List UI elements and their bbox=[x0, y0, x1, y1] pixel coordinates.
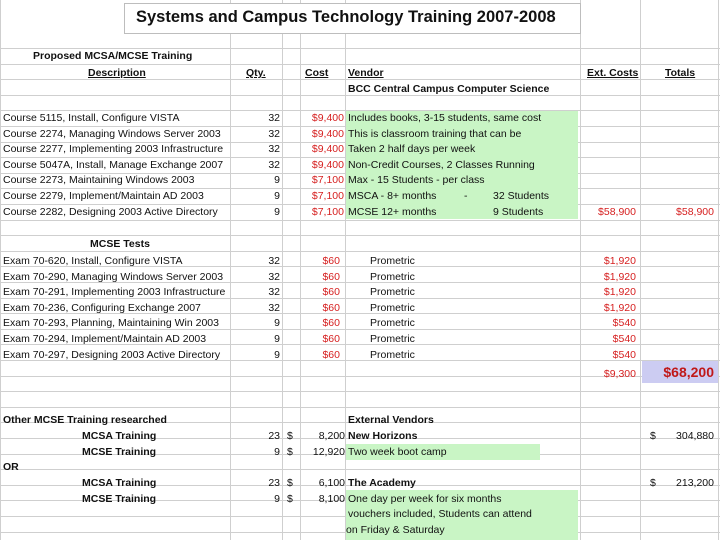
course-vendor-note[interactable]: Includes books, 3-15 students, same cost bbox=[348, 112, 542, 124]
grid-row-line bbox=[0, 64, 720, 65]
exam-cost[interactable]: $60 bbox=[322, 270, 340, 283]
course-ext-cost[interactable]: $58,900 bbox=[598, 205, 636, 218]
course-description[interactable]: Course 2274, Managing Windows Server 2003 bbox=[3, 127, 221, 140]
external-total[interactable]: 304,880 bbox=[676, 430, 714, 442]
grid-col-line bbox=[230, 0, 231, 540]
grid-col-line bbox=[640, 0, 641, 540]
external-vendor[interactable]: Two week boot camp bbox=[348, 445, 447, 458]
header-cost[interactable]: Cost bbox=[305, 67, 329, 79]
currency-symbol: $ bbox=[287, 445, 293, 458]
course-total[interactable]: $58,900 bbox=[676, 205, 714, 218]
external-vendor[interactable]: One day per week for six months bbox=[348, 492, 502, 505]
exam-description[interactable]: Exam 70-620, Install, Configure VISTA bbox=[3, 255, 183, 267]
currency-symbol: $ bbox=[287, 430, 293, 442]
course-cost[interactable]: $9,400 bbox=[311, 127, 344, 140]
external-training-name[interactable]: MCSE Training bbox=[82, 492, 157, 505]
grid-col-line bbox=[282, 0, 283, 540]
grid-row-line bbox=[0, 220, 720, 221]
exam-description[interactable]: Exam 70-297, Designing 2003 Active Directory bbox=[3, 348, 221, 361]
course-student-count[interactable]: 9 Students bbox=[493, 205, 544, 218]
external-cost[interactable]: 6,100 bbox=[318, 477, 345, 489]
exam-cost[interactable]: $60 bbox=[322, 286, 340, 299]
exam-description[interactable]: Exam 70-294, Implement/Maintain AD 2003 bbox=[3, 333, 207, 345]
course-description[interactable]: Course 2273, Maintaining Windows 2003 bbox=[3, 174, 195, 187]
exam-ext-cost[interactable]: $1,920 bbox=[603, 286, 636, 299]
exam-ext-cost[interactable]: $1,920 bbox=[603, 270, 636, 283]
external-training-name[interactable]: MCSE Training bbox=[82, 445, 157, 458]
grid-row-line bbox=[0, 251, 720, 252]
course-vendor-note[interactable]: Non-Credit Courses, 2 Classes Running bbox=[348, 158, 535, 171]
or-label: OR bbox=[3, 461, 19, 473]
course-dash: - bbox=[464, 190, 468, 202]
exam-qty[interactable]: 32 bbox=[268, 270, 280, 283]
sheet-title: Systems and Campus Technology Training 2007-2008 bbox=[136, 8, 556, 26]
course-vendor-note[interactable]: Taken 2 half days per week bbox=[348, 143, 476, 156]
exam-vendor[interactable]: Prometric bbox=[370, 333, 415, 345]
course-description[interactable]: Course 2282, Designing 2003 Active Directory bbox=[3, 205, 218, 218]
exam-vendor[interactable]: Prometric bbox=[370, 317, 415, 330]
course-qty[interactable]: 9 bbox=[274, 174, 280, 187]
exam-ext-cost[interactable]: $540 bbox=[612, 333, 636, 345]
header-qty[interactable]: Qty. bbox=[246, 67, 266, 79]
section2-heading: MCSE Tests bbox=[90, 238, 150, 250]
exam-ext-total[interactable]: $9,300 bbox=[603, 368, 636, 380]
external-vendor[interactable]: The Academy bbox=[348, 477, 416, 489]
grid-row-line bbox=[0, 391, 720, 392]
exam-qty[interactable]: 9 bbox=[274, 348, 280, 361]
external-total[interactable]: 213,200 bbox=[676, 477, 714, 489]
grid-row-line bbox=[0, 235, 720, 236]
external-vendor[interactable]: New Horizons bbox=[348, 430, 418, 442]
course-qty[interactable]: 32 bbox=[268, 143, 280, 156]
exam-vendor[interactable]: Prometric bbox=[370, 270, 415, 283]
external-training-name[interactable]: MCSA Training bbox=[82, 477, 157, 489]
exam-qty[interactable]: 32 bbox=[268, 286, 280, 299]
external-cost[interactable]: 12,920 bbox=[312, 445, 345, 458]
grid-row-line bbox=[0, 469, 720, 470]
course-qty[interactable]: 9 bbox=[274, 190, 280, 202]
exam-vendor[interactable]: Prometric bbox=[370, 255, 415, 267]
course-cost[interactable]: $9,400 bbox=[311, 143, 344, 156]
currency-symbol: $ bbox=[650, 430, 656, 442]
course-qty[interactable]: 32 bbox=[268, 127, 280, 140]
exam-cost[interactable]: $60 bbox=[322, 255, 340, 267]
course-vendor-note[interactable]: This is classroom training that can be bbox=[348, 127, 522, 140]
course-cost[interactable]: $9,400 bbox=[311, 158, 344, 171]
currency-symbol: $ bbox=[650, 477, 656, 489]
exam-ext-cost[interactable]: $1,920 bbox=[603, 301, 636, 314]
course-vendor-note[interactable]: MCSE 12+ months bbox=[348, 205, 437, 218]
course-cost[interactable]: $7,100 bbox=[311, 205, 344, 218]
grid-col-line bbox=[718, 0, 719, 540]
exam-cost[interactable]: $60 bbox=[322, 301, 340, 314]
exam-ext-cost[interactable]: $540 bbox=[612, 317, 636, 330]
exam-cost[interactable]: $60 bbox=[322, 317, 340, 330]
exam-description[interactable]: Exam 70-236, Configuring Exchange 2007 bbox=[3, 301, 201, 314]
header-ext-costs[interactable]: Ext. Costs bbox=[587, 67, 639, 79]
academy-note-2[interactable]: on Friday & Saturday bbox=[346, 524, 445, 536]
grand-total[interactable]: $68,200 bbox=[663, 364, 714, 380]
course-cost[interactable]: $7,100 bbox=[311, 174, 344, 187]
course-vendor-note[interactable]: MSCA - 8+ months bbox=[348, 190, 437, 202]
exam-description[interactable]: Exam 70-291, Implementing 2003 Infrastructure bbox=[3, 286, 226, 299]
external-qty[interactable]: 23 bbox=[268, 477, 280, 489]
external-qty[interactable]: 23 bbox=[268, 430, 280, 442]
exam-ext-cost[interactable]: $540 bbox=[612, 348, 636, 361]
course-student-count[interactable]: 32 Students bbox=[493, 190, 550, 202]
course-qty[interactable]: 32 bbox=[268, 158, 280, 171]
exam-qty[interactable]: 32 bbox=[268, 255, 280, 267]
currency-symbol: $ bbox=[287, 477, 293, 489]
external-cost[interactable]: 8,200 bbox=[318, 430, 345, 442]
currency-symbol: $ bbox=[287, 492, 293, 505]
external-qty[interactable]: 9 bbox=[274, 492, 280, 505]
exam-vendor[interactable]: Prometric bbox=[370, 348, 415, 361]
external-vendors-heading: External Vendors bbox=[348, 414, 434, 426]
academy-note-1[interactable]: vouchers included, Students can attend bbox=[348, 508, 532, 520]
section3-heading: Other MCSE Training researched bbox=[3, 414, 167, 426]
exam-description[interactable]: Exam 70-290, Managing Windows Server 2003 bbox=[3, 270, 224, 283]
header-description[interactable]: Description bbox=[88, 67, 146, 79]
vendor-name: BCC Central Campus Computer Science bbox=[348, 83, 550, 95]
exam-cost[interactable]: $60 bbox=[322, 348, 340, 361]
course-description[interactable]: Course 5115, Install, Configure VISTA bbox=[3, 112, 180, 124]
external-qty[interactable]: 9 bbox=[274, 445, 280, 458]
exam-qty[interactable]: 32 bbox=[268, 301, 280, 314]
external-cost[interactable]: 8,100 bbox=[318, 492, 345, 505]
exam-vendor[interactable]: Prometric bbox=[370, 286, 415, 299]
header-vendor[interactable]: Vendor bbox=[348, 67, 384, 79]
exam-description[interactable]: Exam 70-293, Planning, Maintaining Win 2003 bbox=[3, 317, 219, 330]
exam-ext-cost[interactable]: $1,920 bbox=[603, 255, 636, 267]
course-cost[interactable]: $7,100 bbox=[311, 190, 344, 202]
section1-heading: Proposed MCSA/MCSE Training bbox=[33, 50, 193, 62]
exam-qty[interactable]: 9 bbox=[274, 317, 280, 330]
course-vendor-note[interactable]: Max - 15 Students - per class bbox=[348, 174, 485, 187]
exam-qty[interactable]: 9 bbox=[274, 333, 280, 345]
external-training-name[interactable]: MCSA Training bbox=[82, 430, 157, 442]
exam-vendor[interactable]: Prometric bbox=[370, 301, 415, 314]
course-description[interactable]: Course 5047A, Install, Manage Exchange 2007 bbox=[3, 158, 224, 171]
course-qty[interactable]: 32 bbox=[268, 112, 280, 124]
header-totals[interactable]: Totals bbox=[665, 67, 696, 79]
exam-cost[interactable]: $60 bbox=[322, 333, 340, 345]
course-description[interactable]: Course 2279, Implement/Maintain AD 2003 bbox=[3, 190, 204, 202]
grid-row-line bbox=[0, 407, 720, 408]
course-description[interactable]: Course 2277, Implementing 2003 Infrastructure bbox=[3, 143, 224, 156]
course-qty[interactable]: 9 bbox=[274, 205, 280, 218]
grid-col-line bbox=[0, 0, 1, 540]
course-cost[interactable]: $9,400 bbox=[311, 112, 344, 124]
